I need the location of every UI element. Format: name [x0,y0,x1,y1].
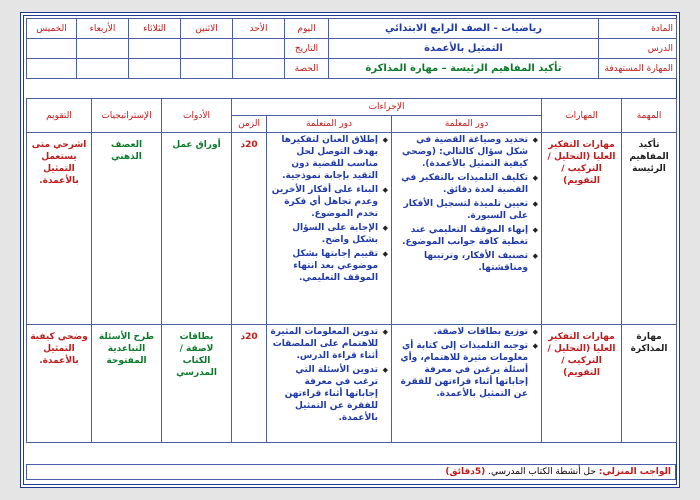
tools-cell: أوراق عمل [162,133,232,325]
homework-text: حل أنشطة الكتاب المدرسي. [488,467,596,477]
lesson-label: الدرس [599,39,677,59]
date-cell [27,39,77,59]
lesson-plan-page [20,12,680,488]
table-row [27,133,677,325]
assessment-cell: وضحي كيفية التمثيل بالأعمدة. [27,325,92,443]
task-cell: تأكيد المفاهيم الرئيسة [622,133,677,325]
list-item: ◆ تدوين المعلومات المثيرة للاهتمام على الملصقات أثناء قراءة الدرس. [270,326,378,362]
tools-cell: بطاقات لاصقة / الكتاب المدرسي [162,325,232,443]
list-item: ◆ تحديد وصياغة القضية في شكل سؤال كالتالي: (وضحي كيفية التمثيل بالأعمدة). [395,134,528,170]
homework-bar [26,464,676,480]
strategy-cell: العصف الذهني [92,133,162,325]
strategy-cell: طرح الأسئلة التباعدية المفتوحة [92,325,162,443]
col-skills: المهارات [542,99,622,133]
lesson-header-table [26,18,677,79]
target-skill-label: المهارة المستهدفة [599,59,677,79]
list-item: ◆ تعيين تلميذة لتسجيل الأفكار على السبورة. [395,198,528,222]
homework-label: الواجب المنزلي: [598,467,671,477]
table-row [27,325,677,443]
task-cell: مهارة المذاكرة [622,325,677,443]
time-cell: 20د [232,325,267,443]
day-monday: الاثنين [181,19,233,39]
date-cell [181,39,233,59]
list-item: ◆ تصنيف الأفكار، وترتيبها ومناقشتها. [395,250,528,274]
subject-label: المادة [599,19,677,39]
list-item: ◆ تدوين الأسئلة التي ترغب في معرفة إجاباتها أثناء قراءتهن للفقرة عن التمثيل بالأعمدة. [270,364,378,424]
period-label: الحصة [285,59,329,79]
assessment-cell: اشرحي متى يستعمل التمثيل بالأعمدة. [27,133,92,325]
subject-value: رياضيات - الصف الرابع الابتدائي [329,19,599,39]
list-item: ◆ توزيع بطاقات لاصقة. [395,326,528,338]
list-item: ◆ إنهاء الموقف التعليمي عند تغطية كافة جوانب الموضوع. [395,224,528,248]
period-cell [181,59,233,79]
lesson-plan-table [26,98,677,443]
lesson-value: التمثيل بالأعمدة [329,39,599,59]
col-teacher-role: دور المعلمة [392,116,542,133]
date-label: التاريخ [285,39,329,59]
col-tools: الأدوات [162,99,232,133]
day-tuesday: الثلاثاء [129,19,181,39]
list-item: ◆ إطلاق العنان لتفكيرها بهدف التوصل لحل مناسب للقضية دون التقيد بإجابة نموذجية. [270,134,378,182]
period-cell [77,59,129,79]
col-strategies: الإستراتيجيات [92,99,162,133]
skills-cell: مهارات التفكير العليا (التحليل / التركيب / التقويم) [542,133,622,325]
col-assessment: التقويم [27,99,92,133]
day-wednesday: الأربعاء [77,19,129,39]
teacher-role-cell [392,325,542,443]
time-cell: 20د [232,133,267,325]
target-skill-value: تأكيد المفاهيم الرئيسة – مهارة المذاكرة [329,59,599,79]
student-role-cell [267,325,392,443]
homework-duration: (5دقائق) [445,467,486,477]
skills-cell: مهارات التفكير العليا (التحليل / التركيب / التقويم) [542,325,622,443]
col-student-role: دور المتعلمة [267,116,392,133]
list-item: ◆ توجيه التلميذات إلى كتابة أي معلومات مثيرة للاهتمام، وأي أسئلة يرغبن في معرفة إجاباتها أثناء قراءتهن للفقرة عن التمثيل بالأعمدة. [395,340,528,400]
col-task: المهمة [622,99,677,133]
student-role-cell [267,133,392,325]
col-time: الزمن [232,116,267,133]
period-cell [27,59,77,79]
day-thursday: الخميس [27,19,77,39]
list-item: ◆ تكليف التلميذات بالتفكير في القضية لعدة دقائق. [395,172,528,196]
date-cell [77,39,129,59]
day-label: اليوم [285,19,329,39]
period-cell [129,59,181,79]
list-item: ◆ تقييم إجابتها بشكل موضوعي بعد انتهاء الموقف التعليمي. [270,248,378,284]
teacher-role-cell [392,133,542,325]
list-item: ◆ الإجابة على السؤال بشكل واضح. [270,222,378,246]
list-item: ◆ البناء على أفكار الأخرين وعدم تجاهل أي فكرة تخدم الموضوع. [270,184,378,220]
col-procedures: الإجراءات [232,99,542,116]
period-cell [233,59,285,79]
date-cell [129,39,181,59]
day-sunday: الأحد [233,19,285,39]
date-cell [233,39,285,59]
